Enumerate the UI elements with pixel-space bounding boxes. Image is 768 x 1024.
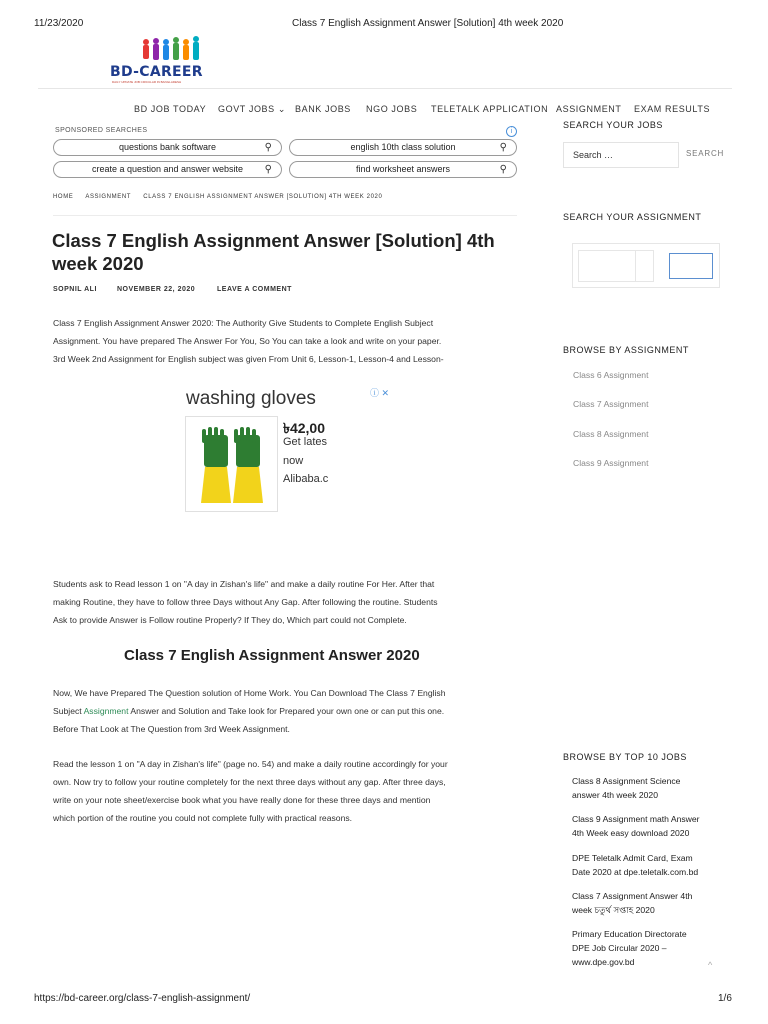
nav-bank-jobs[interactable]: BANK JOBS [295,104,351,114]
logo-tagline: DAILY UPDATE JOB CIRCULAR IN BANGLADESH [112,80,182,84]
site-logo[interactable] [108,36,218,86]
ad-image[interactable] [185,416,278,512]
nav-bd-job-today[interactable]: BD JOB TODAY [134,104,207,114]
top-job-line: Class 8 Assignment Science [572,776,681,786]
sponsored-label: SPONSORED SEARCHES [55,127,148,134]
search-assignment-heading: SEARCH YOUR ASSIGNMENT [563,212,702,222]
assignment-search-widget [572,243,720,288]
question-line: Read the lesson 1 on "A day in Zishan's life" (page no. 54) and make a daily routine accordingly for your [53,759,448,769]
top-job-link[interactable] [572,812,722,840]
intro-line: Assignment. You have prepared The Answer For You, So You can take a look and write on your paper. [53,336,442,346]
question-paragraph [53,755,515,827]
sponsored-search-label: questions bank software [118,142,217,152]
question-line: own. Now try to follow your routine completely for the next three days without any gap. After three days, [53,777,446,787]
students-paragraph [53,575,515,629]
students-line: Students ask to Read lesson 1 on "A day in Zishan's life" and make a daily routine For Her. After that [53,579,435,589]
print-title: Class 7 English Assignment Answer [Solution] 4th week 2020 [292,18,564,29]
print-date: 11/23/2020 [34,18,84,29]
sponsored-search-2[interactable] [289,139,517,156]
browse-assignment-heading: BROWSE BY ASSIGNMENT [563,345,689,355]
search-jobs-heading: SEARCH YOUR JOBS [563,120,663,130]
question-line: which portion of the routine you could not complete fully with practical reasons. [53,813,353,823]
top-job-line: DPE Teletalk Admit Card, Exam [572,853,693,863]
ad-close-icon[interactable]: ⓘ ✕ [370,388,390,398]
sidebar-item-class-6[interactable]: Class 6 Assignment [573,370,649,380]
field-divider [635,250,636,282]
content-divider [53,215,517,216]
ad-text-line[interactable]: Get lates [283,436,328,448]
header-divider [38,88,732,89]
gloves-icon [186,417,277,511]
sponsored-search-label: find worksheet answers [355,164,451,174]
assignment-search-button[interactable] [669,253,713,279]
ad-text-line[interactable]: now [283,455,304,467]
students-line: making Routine, they have to follow three Days without Any Gap. After following the routine. Students [53,597,438,607]
top-job-link[interactable] [572,851,722,879]
nav-exam-results[interactable]: EXAM RESULTS [634,104,711,114]
print-page-number: 1/6 [718,993,732,1004]
top-job-line: 4th Week easy download 2020 [572,828,690,838]
scroll-to-top-button[interactable]: ^ [708,960,713,970]
search-button[interactable]: SEARCH [686,149,725,158]
top-job-link[interactable] [572,927,722,969]
prepared-text: Answer and Solution and Take look for Prepared your own one or can put this one. [128,706,445,716]
top-job-line: week চতুর্থ সপ্তাহ 2020 [572,905,655,915]
top-job-line: Class 7 Assignment Answer 4th [572,891,693,901]
search-icon: ⚲ [499,142,507,153]
page-title: Class 7 English Assignment Answer [Solution] 4th week 2020 [52,230,495,274]
prepared-line: Before That Look at The Question from 3rd Week Assignment. [53,724,290,734]
search-input[interactable]: Search … [563,142,679,168]
question-line: write on your note sheet/exercise book what you have really done for these three days and mention [53,795,431,805]
sponsored-search-3[interactable] [53,161,282,178]
search-icon: ⚲ [264,142,272,153]
breadcrumb-home[interactable]: HOME [53,194,74,200]
post-date[interactable]: NOVEMBER 22, 2020 [117,286,196,293]
search-icon: ⚲ [499,164,507,175]
info-icon[interactable]: i [506,126,517,137]
top-job-line: answer 4th week 2020 [572,790,658,800]
ad-price[interactable]: ৳42,00 [283,420,326,436]
sidebar-item-class-8[interactable]: Class 8 Assignment [573,429,649,439]
sponsored-search-4[interactable] [289,161,517,178]
print-url: https://bd-career.org/class-7-english-assignment/ [34,993,251,1004]
students-line: Ask to provide Answer is Follow routine Properly? If They do, Which part could not Complete. [53,615,407,625]
sponsored-search-label: create a question and answer website [91,164,244,174]
breadcrumb-assignment[interactable]: ASSIGNMENT [85,194,132,200]
prepared-paragraph [53,684,515,738]
intro-line: 3rd Week 2nd Assignment for English subject was given From Unit 6, Lesson-1, Lesson-4 and Lesson- [53,354,444,364]
intro-line: Class 7 English Assignment Answer 2020: The Authority Give Students to Complete English Subject [53,318,434,328]
ad-title[interactable]: washing gloves [186,388,316,409]
sponsored-search-label: english 10th class solution [350,142,456,152]
top-job-line: Class 9 Assignment math Answer [572,814,700,824]
top-job-line: Date 2020 at dpe.teletalk.com.bd [572,867,699,877]
top-jobs-heading: BROWSE BY TOP 10 JOBS [563,752,687,762]
assignment-link[interactable]: Assignment [83,706,129,716]
logo-text: BD-CAREER [110,64,203,80]
nav-govt-jobs[interactable]: GOVT JOBS ⌄ [218,104,286,114]
prepared-text: Subject [53,706,84,716]
prepared-line [53,702,515,720]
people-logo-icon [138,36,218,66]
ad-text-line[interactable]: Alibaba.c [283,473,329,485]
nav-teletalk-application[interactable]: TELETALK APPLICATION [431,104,549,114]
nav-assignment[interactable]: ASSIGNMENT [556,104,622,114]
search-icon: ⚲ [264,164,272,175]
intro-paragraph [53,314,515,368]
sponsored-search-1[interactable] [53,139,282,156]
post-author[interactable]: SOPNIL ALI [53,286,97,293]
breadcrumb-current: CLASS 7 ENGLISH ASSIGNMENT ANSWER [SOLUTION] 4TH WEEK 2020 [143,194,383,200]
sidebar-item-class-7[interactable]: Class 7 Assignment [573,399,649,409]
sidebar-item-class-9[interactable]: Class 9 Assignment [573,458,649,468]
prepared-line: Now, We have Prepared The Question solution of Home Work. You Can Download The Class 7 English [53,688,446,698]
assignment-search-field[interactable] [578,250,654,282]
top-job-line: Primary Education Directorate [572,929,687,939]
top-job-line: DPE Job Circular 2020 – [572,943,667,953]
breadcrumb [53,194,382,200]
section-subheading: Class 7 English Assignment Answer 2020 [124,647,420,664]
top-job-link[interactable] [572,889,722,917]
top-job-link[interactable] [572,774,722,802]
top-job-line: www.dpe.gov.bd [572,957,635,967]
nav-ngo-jobs[interactable]: NGO JOBS [366,104,418,114]
leave-comment-link[interactable]: LEAVE A COMMENT [217,286,292,293]
